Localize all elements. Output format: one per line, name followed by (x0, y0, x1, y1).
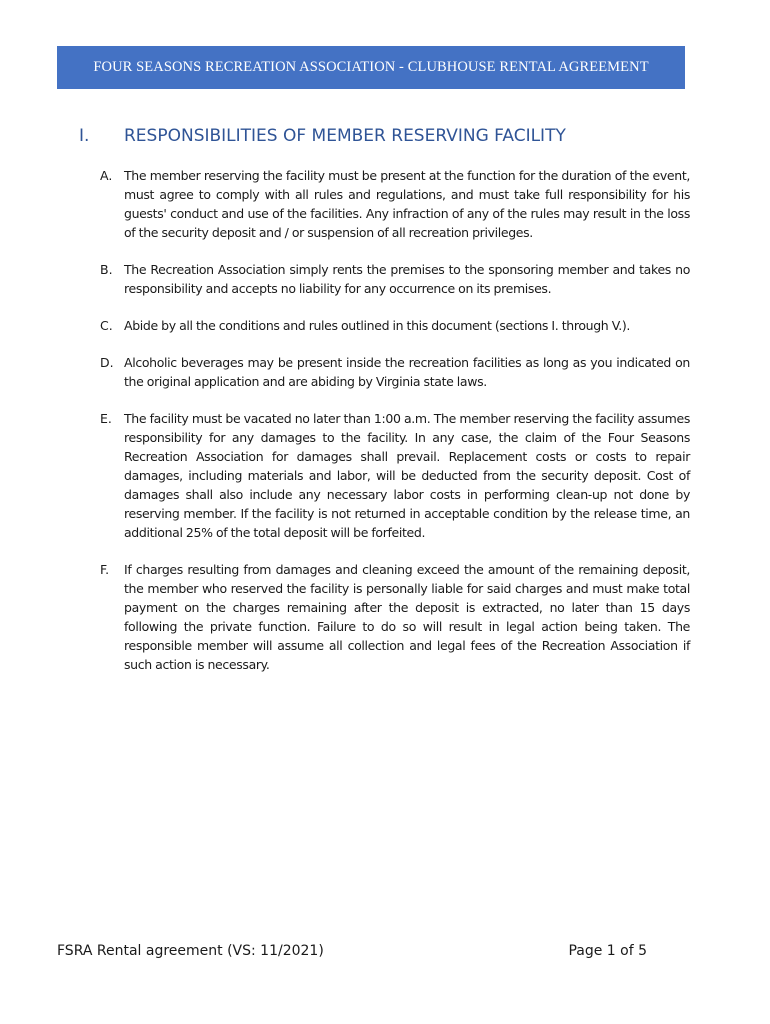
section-title: RESPONSIBILITIES OF MEMBER RESERVING FACILITY (124, 126, 566, 146)
item-letter: C. (100, 318, 113, 333)
item-letter: A. (100, 168, 113, 183)
footer-page-number: Page 1 of 5 (568, 943, 647, 959)
item-text: The facility must be vacated no later than 1:00 a.m. The member reserving the facility assumes responsibility for any damages to the facility. In any case, the claim of the Four Seasons Recreation Association for damages shall prevail. Replacement costs or costs to repair damages, including materials and labor, will be deducted from the security deposit. Cost of damages shall also include any necessary labor costs in performing clean-up not done by reserving member. If the facility is not returned in acceptable condition by the release time, an additional 25% of the total deposit will be forfeited. (124, 411, 690, 540)
item-text: If charges resulting from damages and cleaning exceed the amount of the remaining deposit, the member who reserved the facility is personally liable for said charges and must make total payment on the charges remaining after the deposit is extracted, no later than 15 days following the private function. Failure to do so will result in legal action being taken. The responsible member will assume all collection and legal fees of the Recreation Association if such action is necessary. (124, 562, 690, 672)
item-letter: D. (100, 355, 114, 370)
responsibilities-list (100, 166, 690, 692)
list-item (100, 166, 690, 242)
list-item (100, 316, 690, 335)
list-item (100, 260, 690, 298)
item-text: The member reserving the facility must be present at the function for the duration of the event, must agree to comply with all rules and regulations, and must take full responsibility for his guests' conduct and use of the facilities. Any infraction of any of the rules may result in the loss of the security deposit and / or suspension of all recreation privileges. (124, 168, 690, 240)
document-title-banner: FOUR SEASONS RECREATION ASSOCIATION - CLUBHOUSE RENTAL AGREEMENT (57, 46, 685, 89)
list-item (100, 560, 690, 674)
list-item (100, 353, 690, 391)
section-number: I. (79, 126, 90, 146)
item-letter: F. (100, 562, 110, 577)
section-heading (79, 124, 699, 150)
footer-document-version: FSRA Rental agreement (VS: 11/2021) (57, 943, 324, 959)
item-letter: E. (100, 411, 112, 426)
item-letter: B. (100, 262, 113, 277)
item-text: The Recreation Association simply rents the premises to the sponsoring member and takes no responsibility and accepts no liability for any occurrence on its premises. (124, 262, 690, 296)
item-text: Alcoholic beverages may be present inside the recreation facilities as long as you indicated on the original application and are abiding by Virginia state laws. (124, 355, 690, 389)
item-text: Abide by all the conditions and rules outlined in this document (sections I. through V.). (124, 318, 631, 333)
list-item (100, 409, 690, 542)
